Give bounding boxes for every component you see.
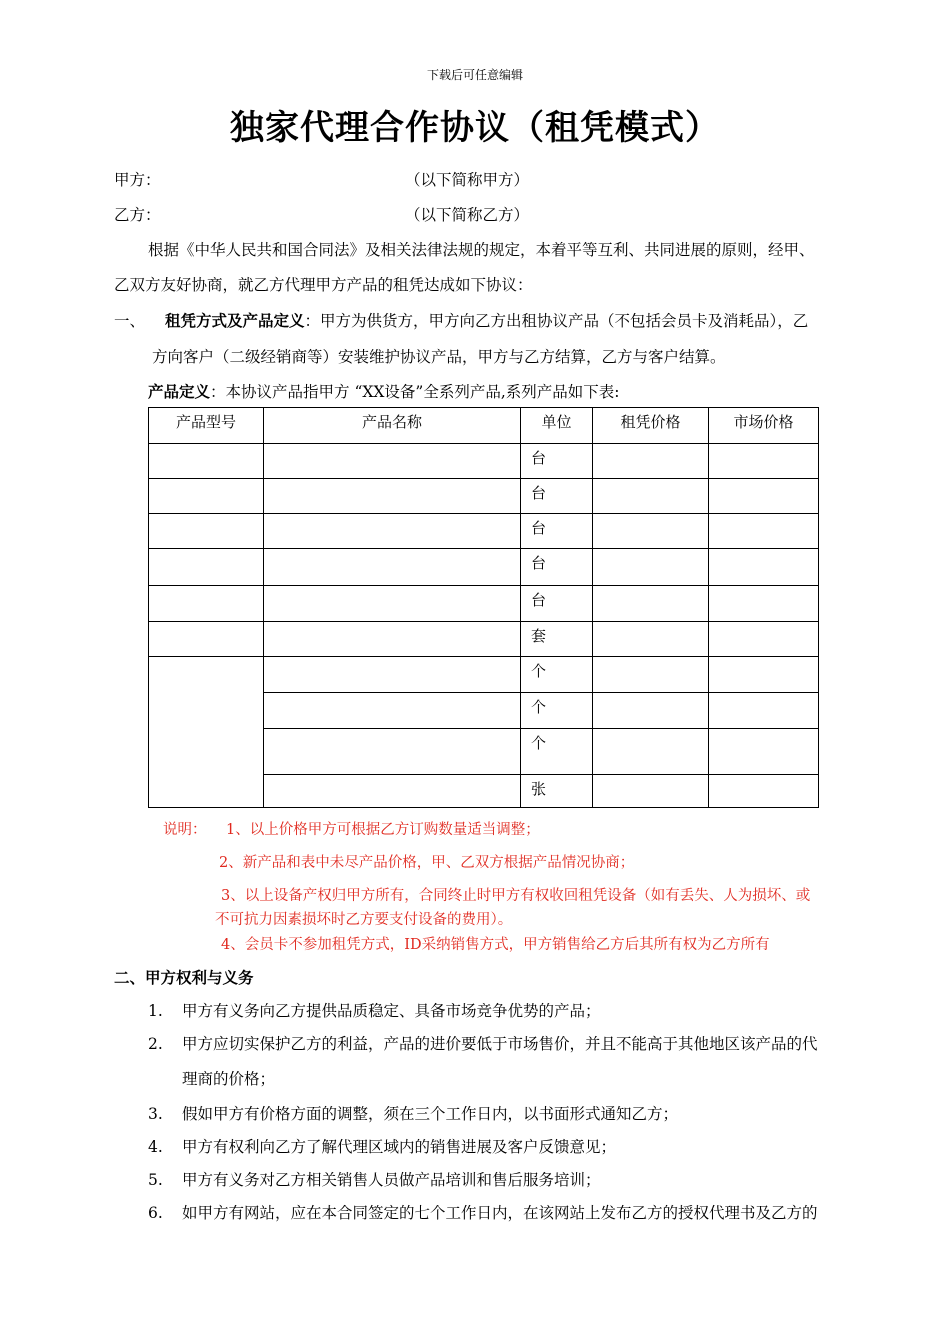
note-3-line-2: 不可抗力因素损坏时乙方要支付设备的费用）。 (215, 912, 513, 928)
table-cell (709, 775, 819, 808)
table-cell (264, 444, 521, 479)
table-cell (264, 693, 521, 729)
product-definition-text: ：本协议产品指甲方 “XX设备”全系列产品,系列产品如下表: (210, 383, 620, 401)
table-cell (593, 657, 709, 693)
unit-cell: 台 (521, 549, 593, 586)
intro-line-1: 根据《中华人民共和国合同法》及相关法律法规的规定，本着平等互利、共同进展的原则，经甲、 (148, 241, 815, 259)
section2-heading: 二、甲方权利与义务 (114, 968, 254, 987)
table-cell (709, 657, 819, 693)
col-header-unit: 单位 (521, 408, 593, 444)
table-cell (264, 729, 521, 775)
col-header-model: 产品型号 (149, 408, 264, 444)
table-cell (264, 657, 521, 693)
section1-paragraph (114, 309, 808, 331)
unit-cell: 个 (521, 729, 593, 775)
unit-cell: 台 (521, 479, 593, 514)
table-cell (149, 622, 264, 657)
notes-label: 说明： (163, 822, 207, 838)
unit-cell: 台 (521, 586, 593, 622)
list-item (148, 1135, 616, 1157)
table-cell (709, 479, 819, 514)
table-cell (709, 586, 819, 622)
list-item-number: 2. (148, 1035, 163, 1053)
unit-cell: 台 (521, 444, 593, 479)
list-item (148, 1032, 818, 1054)
table-cell (593, 622, 709, 657)
table-cell (709, 729, 819, 775)
table-row (149, 479, 819, 514)
party-b-label: 乙方： (114, 206, 161, 224)
table-cell (264, 479, 521, 514)
table-cell (149, 586, 264, 622)
table-cell (593, 775, 709, 808)
table-cell (709, 622, 819, 657)
list-item-number: 5. (148, 1171, 163, 1189)
unit-cell: 个 (521, 657, 593, 693)
list-item-continuation: 理商的价格； (182, 1070, 276, 1088)
table-cell (593, 729, 709, 775)
table-cell (264, 775, 521, 808)
table-cell (264, 622, 521, 657)
section1-text-1: ：甲方为供货方，甲方向乙方出租协议产品（不包括会员卡及消耗品），乙 (304, 312, 809, 330)
table-row (149, 549, 819, 586)
table-cell (593, 444, 709, 479)
list-item (148, 1102, 678, 1124)
section1-heading: 租凭方式及产品定义 (165, 311, 305, 330)
table-cell (709, 444, 819, 479)
table-cell (593, 549, 709, 586)
list-item-text: 甲方应切实保护乙方的利益，产品的进价要低于市场售价，并且不能高于其他地区该产品的代 (182, 1035, 818, 1053)
table-cell (709, 514, 819, 549)
list-item-text: 甲方有义务向乙方提供品质稳定、具备市场竞争优势的产品； (182, 1002, 601, 1020)
table-cell (149, 479, 264, 514)
section1-number: 一、 (114, 312, 146, 330)
table-row (149, 514, 819, 549)
table-cell (709, 549, 819, 586)
table-cell (264, 514, 521, 549)
list-item-text: 假如甲方有价格方面的调整，须在三个工作日内，以书面形式通知乙方； (182, 1105, 679, 1123)
list-item (148, 999, 601, 1021)
table-cell (709, 693, 819, 729)
table-row (149, 444, 819, 479)
header-note: 下载后可任意编辑 (426, 68, 523, 82)
table-header-row (149, 408, 819, 444)
col-header-market-price: 市场价格 (709, 408, 819, 444)
table-cell (264, 586, 521, 622)
note-1: 1、以上价格甲方可根据乙方订购数量适当调整； (226, 822, 540, 838)
merged-model-cell (149, 657, 264, 808)
list-item-number: 6. (148, 1204, 163, 1222)
product-table (148, 407, 819, 808)
table-row (149, 622, 819, 657)
list-item (148, 1201, 818, 1223)
party-b-abbr: （以下简称乙方） (405, 206, 530, 224)
table-cell (593, 479, 709, 514)
section1-text-2: 方向客户（二级经销商等）安装维护协议产品，甲方与乙方结算，乙方与客户结算。 (152, 348, 726, 366)
unit-cell: 个 (521, 693, 593, 729)
table-cell (149, 444, 264, 479)
party-a-abbr: （以下简称甲方） (405, 171, 530, 189)
col-header-rental-price: 租凭价格 (593, 408, 709, 444)
list-item (148, 1168, 601, 1190)
table-cell (593, 586, 709, 622)
note-4: 4、会员卡不参加租凭方式，ID采纳销售方式，甲方销售给乙方后其所有权为乙方所有 (221, 937, 770, 953)
list-item-number: 3. (148, 1105, 163, 1123)
note-3-line-1: 3、以上设备产权归甲方所有，合同终止时甲方有权收回租凭设备（如有丢失、人为损坏、或 (221, 888, 811, 904)
unit-cell: 套 (521, 622, 593, 657)
list-item-text: 甲方有义务对乙方相关销售人员做产品培训和售后服务培训； (182, 1171, 601, 1189)
col-header-name: 产品名称 (264, 408, 521, 444)
unit-cell: 台 (521, 514, 593, 549)
document-title: 独家代理合作协议（租凭模式） (230, 108, 720, 148)
list-item-number: 1. (148, 1002, 163, 1020)
product-definition-label: 产品定义 (148, 382, 211, 401)
table-cell (264, 549, 521, 586)
intro-line-2: 乙双方友好协商，就乙方代理甲方产品的租凭达成如下协议： (114, 276, 533, 294)
table-row (149, 657, 819, 693)
table-cell (149, 514, 264, 549)
table-cell (149, 549, 264, 586)
note-2: 2、新产品和表中未尽产品价格，甲、乙双方根据产品情况协商； (219, 855, 635, 871)
party-a-label: 甲方： (114, 171, 161, 189)
list-item-text: 甲方有权利向乙方了解代理区域内的销售进展及客户反馈意见； (182, 1138, 617, 1156)
table-row (149, 586, 819, 622)
table-cell (593, 514, 709, 549)
table-cell (593, 693, 709, 729)
list-item-text: 如甲方有网站，应在本合同签定的七个工作日内，在该网站上发布乙方的授权代理书及乙方的 (182, 1204, 818, 1222)
list-item-number: 4. (148, 1138, 163, 1156)
product-definition (148, 380, 620, 402)
unit-cell: 张 (521, 775, 593, 808)
